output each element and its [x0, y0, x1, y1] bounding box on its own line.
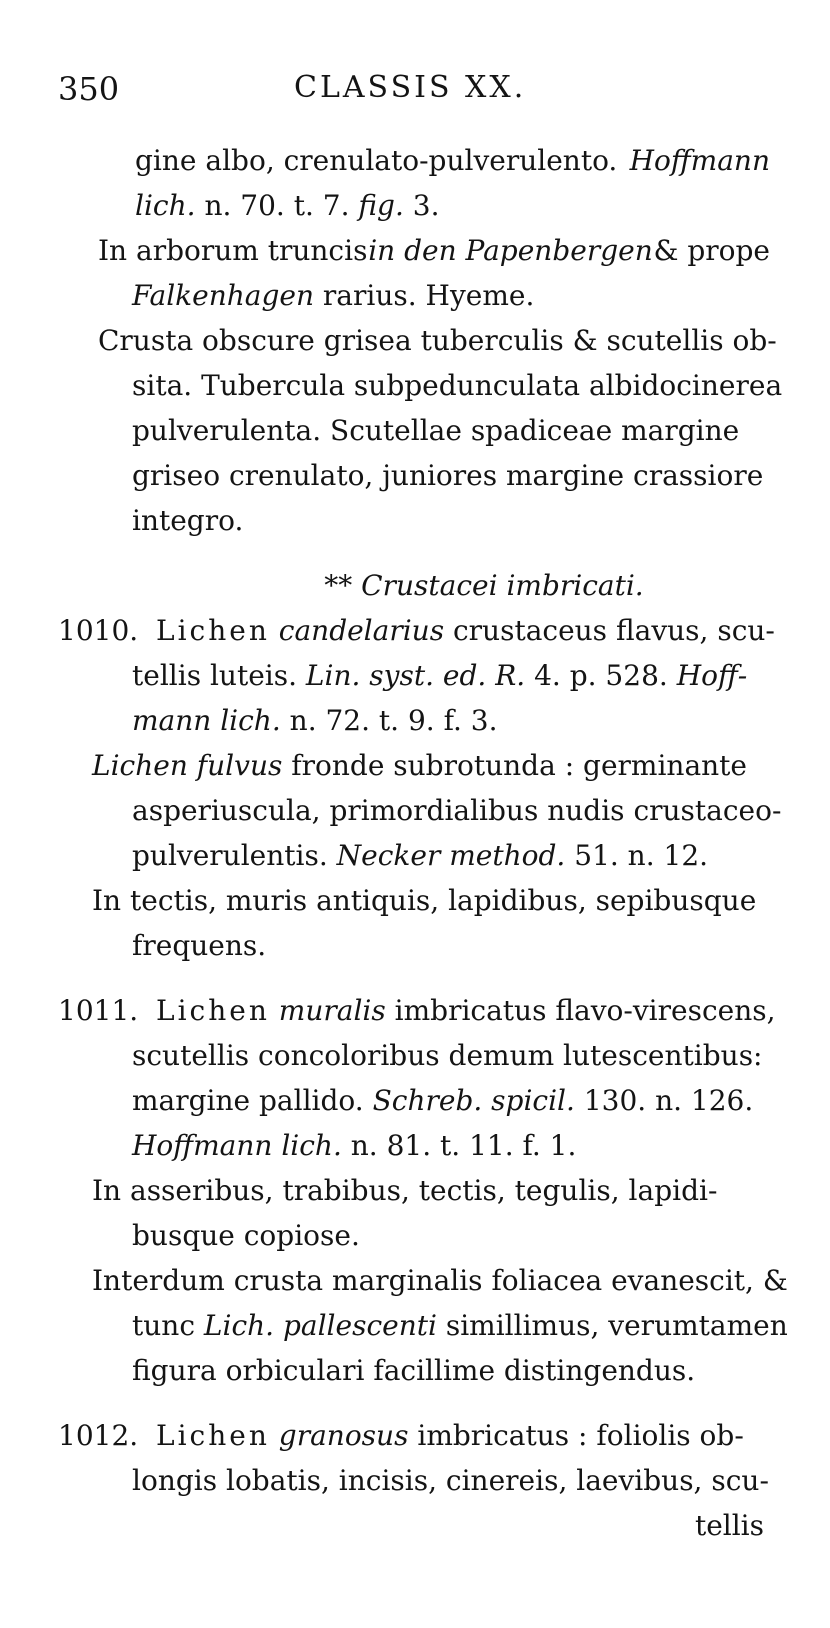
text-line: mann lich. n. 72. t. 9. f. 3. — [132, 704, 498, 737]
entry-1010: 1010. Lichen candelarius crustaceus flavus, scu- — [58, 608, 770, 653]
text-line: Hoffmann lich. n. 81. t. 11. f. 1. — [132, 1129, 577, 1162]
text-line: Interdum crusta marginalis foliacea evanescit, & — [92, 1264, 788, 1297]
text-line: figura orbiculari facillime distingendus. — [132, 1354, 696, 1387]
text-line: Crusta obscure grisea tuberculis & scutellis ob- — [98, 324, 777, 357]
entry-1011: 1011. Lichen muralis imbricatus flavo-virescens, — [58, 988, 770, 1033]
text-line: gine albo, crenulato-pulverulento. Hoffmann — [135, 144, 770, 177]
text-line: pulverulenta. Scutellae spadiceae margine — [132, 414, 740, 447]
running-header — [58, 70, 758, 116]
text-line: margine pallido. Schreb. spicil. 130. n. 126. — [132, 1084, 754, 1117]
text-line: sita. Tubercula subpedunculata albidocinerea — [132, 369, 783, 402]
text-line: Falkenhagen rarius. Hyeme. — [132, 279, 535, 312]
text-line: frequens. — [132, 929, 267, 962]
entry-number: 1011. — [58, 994, 139, 1027]
text-line: lich. n. 70. t. 7. fig. 3. — [135, 189, 440, 222]
text-line: asperiuscula, primordialibus nudis crustaceo- — [132, 794, 782, 827]
text-line: In arborum truncis in den Papenbergen & prope — [98, 234, 770, 267]
entry-number: 1010. — [58, 614, 139, 647]
catchword: tellis — [694, 1509, 764, 1542]
page-title: CLASSIS XX. — [294, 70, 527, 105]
text-line: griseo crenulato, juniores margine crassiore — [132, 459, 764, 492]
text-line: busque copiose. — [132, 1219, 360, 1252]
page-number: 350 — [58, 70, 120, 108]
text-line: Lichen fulvus fronde subrotunda : germinante — [92, 749, 747, 782]
text-line: In asseribus, trabibus, tectis, tegulis, lapidi- — [92, 1174, 718, 1207]
section-heading: ** Crustacei imbricati. — [324, 569, 644, 602]
entry-number: 1012. — [58, 1419, 139, 1452]
text-line: scutellis concoloribus demum lutescentibus: — [132, 1039, 763, 1072]
text-line: longis lobatis, incisis, cinereis, laevibus, scu- — [132, 1464, 769, 1497]
text-line: In tectis, muris antiquis, lapidibus, sepibusque — [92, 884, 757, 917]
page-body — [58, 138, 788, 1548]
text-line: tellis luteis. Lin. syst. ed. R. 4. p. 528. Hoff- — [132, 659, 748, 692]
text-line: integro. — [132, 504, 244, 537]
text-line: pulverulentis. Necker method. 51. n. 12. — [132, 839, 709, 872]
text-line: tunc Lich. pallescenti simillimus, verumtamen — [132, 1309, 788, 1342]
entry-1012: 1012. Lichen granosus imbricatus : foliolis ob- — [58, 1413, 770, 1458]
